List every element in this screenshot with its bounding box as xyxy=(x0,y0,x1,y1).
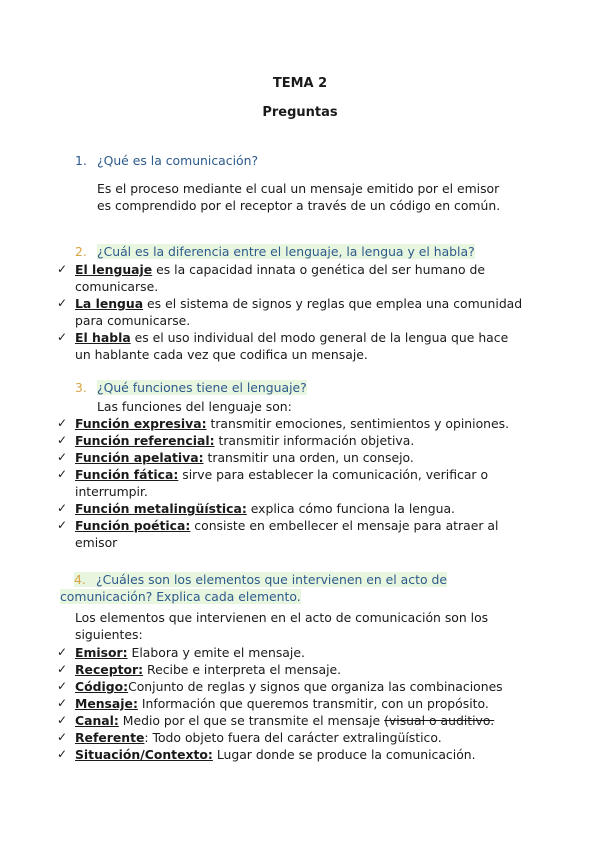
check-icon: ✓ xyxy=(57,433,68,447)
definition: Recibe e interpreta el mensaje. xyxy=(143,662,342,677)
list-item xyxy=(57,295,527,329)
term: Función apelativa: xyxy=(75,450,204,465)
definition: Información que queremos transmitir, con un propósito. xyxy=(137,696,489,711)
check-icon: ✓ xyxy=(57,662,68,676)
answer-4-intro: Los elementos que intervienen en el acto de comunicación son los siguientes: xyxy=(75,610,489,642)
list-item xyxy=(57,432,527,449)
question-number: 4. xyxy=(74,572,86,587)
struck-text: (visual o auditivo. xyxy=(384,713,495,728)
list-item xyxy=(57,517,527,551)
question-4 xyxy=(60,571,530,605)
answer-4-list xyxy=(57,644,527,763)
list-item xyxy=(57,466,527,500)
definition: transmitir una orden, un consejo. xyxy=(203,450,414,465)
list-item xyxy=(57,415,527,432)
document-subtitle: Preguntas xyxy=(262,105,338,120)
definition: Lugar donde se produce la comunicación. xyxy=(212,747,476,762)
definition: consiste en embellecer el mensaje para atraer al emisor xyxy=(75,518,499,550)
check-icon: ✓ xyxy=(57,713,68,727)
list-item xyxy=(57,746,527,763)
question-text: ¿Cuál es la diferencia entre el lenguaje, la lengua y el habla? xyxy=(97,244,475,259)
term: Código: xyxy=(75,679,129,694)
question-2 xyxy=(75,243,535,260)
term: Función referencial: xyxy=(75,433,215,448)
definition: es el sistema de signos y reglas que emplea una comunidad para comunicarse. xyxy=(75,296,523,328)
question-number: 2. xyxy=(75,244,87,259)
question-3 xyxy=(75,379,535,396)
term: Situación/Contexto: xyxy=(75,747,213,762)
term: Mensaje: xyxy=(75,696,138,711)
check-icon: ✓ xyxy=(57,450,68,464)
document-title: TEMA 2 xyxy=(272,76,328,91)
term: Función expresiva: xyxy=(75,416,207,431)
list-item xyxy=(57,678,527,695)
check-icon: ✓ xyxy=(57,501,68,515)
check-icon: ✓ xyxy=(57,730,68,744)
definition: Conjunto de reglas y signos que organiza las combinaciones xyxy=(128,679,503,694)
list-item xyxy=(57,644,527,661)
term: La lengua xyxy=(75,296,144,311)
list-item xyxy=(57,329,527,363)
term: Función poética: xyxy=(75,518,191,533)
list-item xyxy=(57,500,527,517)
definition: explica cómo funciona la lengua. xyxy=(246,501,455,516)
check-icon: ✓ xyxy=(57,696,68,710)
question-text-line-2: comunicación? Explica cada elemento. xyxy=(60,589,301,604)
term: Emisor: xyxy=(75,645,128,660)
term: El habla xyxy=(75,330,131,345)
check-icon: ✓ xyxy=(57,747,68,761)
term: Receptor: xyxy=(75,662,144,677)
answer-1: Es el proceso mediante el cual un mensaje emitido por el emisor es comprendido por el receptor a través de un código en común. xyxy=(97,181,501,213)
list-item xyxy=(57,261,527,295)
check-icon: ✓ xyxy=(57,518,68,532)
term: Función fática: xyxy=(75,467,179,482)
term: Canal: xyxy=(75,713,119,728)
question-number: 3. xyxy=(75,380,87,395)
question-text-line-1: ¿Cuáles son los elementos que intervienen en el acto de xyxy=(96,572,447,587)
check-icon: ✓ xyxy=(57,296,68,310)
list-item xyxy=(57,729,527,746)
list-item xyxy=(57,695,527,712)
list-item xyxy=(57,712,527,729)
question-text: ¿Qué funciones tiene el lenguaje? xyxy=(97,380,307,395)
check-icon: ✓ xyxy=(57,467,68,481)
question-1 xyxy=(75,152,535,169)
definition: Medio por el que se transmite el mensaje xyxy=(118,713,385,728)
check-icon: ✓ xyxy=(57,262,68,276)
check-icon: ✓ xyxy=(57,645,68,659)
term: Función metalingüística: xyxy=(75,501,247,516)
check-icon: ✓ xyxy=(57,416,68,430)
check-icon: ✓ xyxy=(57,330,68,344)
definition: transmitir emociones, sentimientos y opiniones. xyxy=(206,416,510,431)
term: El lenguaje xyxy=(75,262,153,277)
definition: es la capacidad innata o genética del ser humano de comunicarse. xyxy=(75,262,485,294)
definition: transmitir información objetiva. xyxy=(214,433,415,448)
answer-3-intro: Las funciones del lenguaje son: xyxy=(97,399,292,414)
answer-3-list xyxy=(57,415,527,551)
definition: es el uso individual del modo general de la lengua que hace un hablante cada vez que codifica un mensaje. xyxy=(75,330,509,362)
definition: : Todo objeto fuera del carácter extralingüístico. xyxy=(144,730,442,745)
list-item xyxy=(57,661,527,678)
list-item xyxy=(57,449,527,466)
term: Referente xyxy=(75,730,145,745)
question-number: 1. xyxy=(75,153,87,168)
definition: Elabora y emite el mensaje. xyxy=(127,645,305,660)
check-icon: ✓ xyxy=(57,679,68,693)
definition: sirve para establecer la comunicación, verificar o interrumpir. xyxy=(75,467,489,499)
answer-2-list xyxy=(57,261,527,363)
question-text: ¿Qué es la comunicación? xyxy=(97,153,259,168)
